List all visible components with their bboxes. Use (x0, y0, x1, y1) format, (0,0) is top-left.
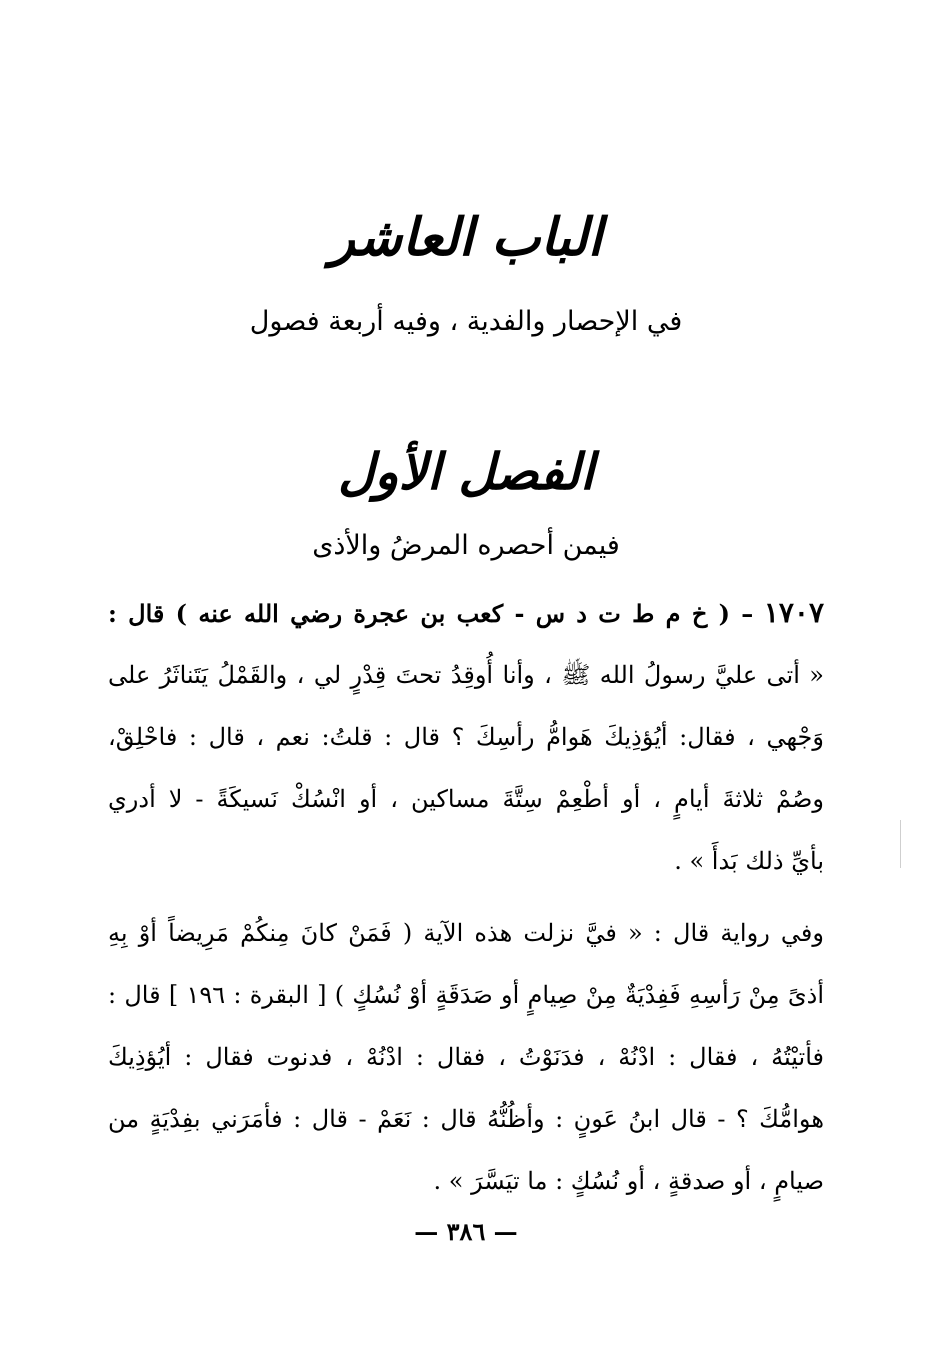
margin-mark (900, 820, 901, 868)
hadith-line: « أتى عليَّ رسولُ الله ﷺ ، وأنا أُوقِدُ تحتَ قِدْرٍ لي ، والقَمْلُ يَتَناثَرُ على (108, 661, 824, 689)
riwaya-line: فأتيْتُهُ ، فقال : ادْنُهْ ، فدَنَوْتُ ، فقال : ادْنُهْ ، فدنوت فقال : أيُؤذِيكَ (108, 1043, 824, 1071)
chapter-subtitle: في الإحصار والفدية ، وفيه أربعة فصول (249, 306, 683, 337)
riwaya-line: صيامٍ ، أو صدقةٍ ، أو نُسُكٍ : ما تيَسَّرَ » . (433, 1167, 824, 1195)
section-title: الفصل الأول (338, 442, 594, 501)
hadith-header-rest: – ( خ م ط ت د س - كعب بن عجرة رضي الله عنه ) قال : (108, 599, 754, 628)
riwaya-line: أذىً مِنْ رَأسِهِ فَفِدْيَةٌ مِنْ صِيامٍ أو صَدَقَةٍ أوْ نُسُكٍ ) [ البقرة : ١٩٦ ] قال : (108, 981, 824, 1009)
riwaya-line: هوامُّكَ ؟ - قال ابنُ عَونٍ : وأظُنُّهُ قال : نَعَمْ - قال : فأمَرَني بفِدْيَةٍ من (108, 1105, 824, 1133)
page-number: — ٣٨٦ — (414, 1217, 518, 1246)
section-subtitle: فيمن أحصره المرضُ والأذى (312, 530, 620, 561)
hadith-line: وَجْهي ، فقال: أيُؤذِيكَ هَوامُّ رأسِكَ ؟ قال : قلتُ: نعم ، قال : فاحْلِقْ، (108, 723, 824, 751)
chapter-title: الباب العاشر (329, 207, 603, 268)
hadith-line: وصُمْ ثلاثةَ أيامٍ ، أو أطْعِمْ سِتَّةَ مساكين ، أو انْسُكْ نَسيكَةً - لا أدري (108, 785, 824, 813)
hadith-line: بأيِّ ذلك بَدأَ » . (674, 847, 824, 875)
hadith-number: ١٧٠٧ (763, 596, 824, 629)
riwaya-line: وفي رواية قال : « فيَّ نزلت هذه الآية ( فَمَنْ كانَ مِنكُمْ مَرِيضاً أوْ بِهِ (108, 919, 824, 947)
hadith-header-line (108, 584, 824, 642)
